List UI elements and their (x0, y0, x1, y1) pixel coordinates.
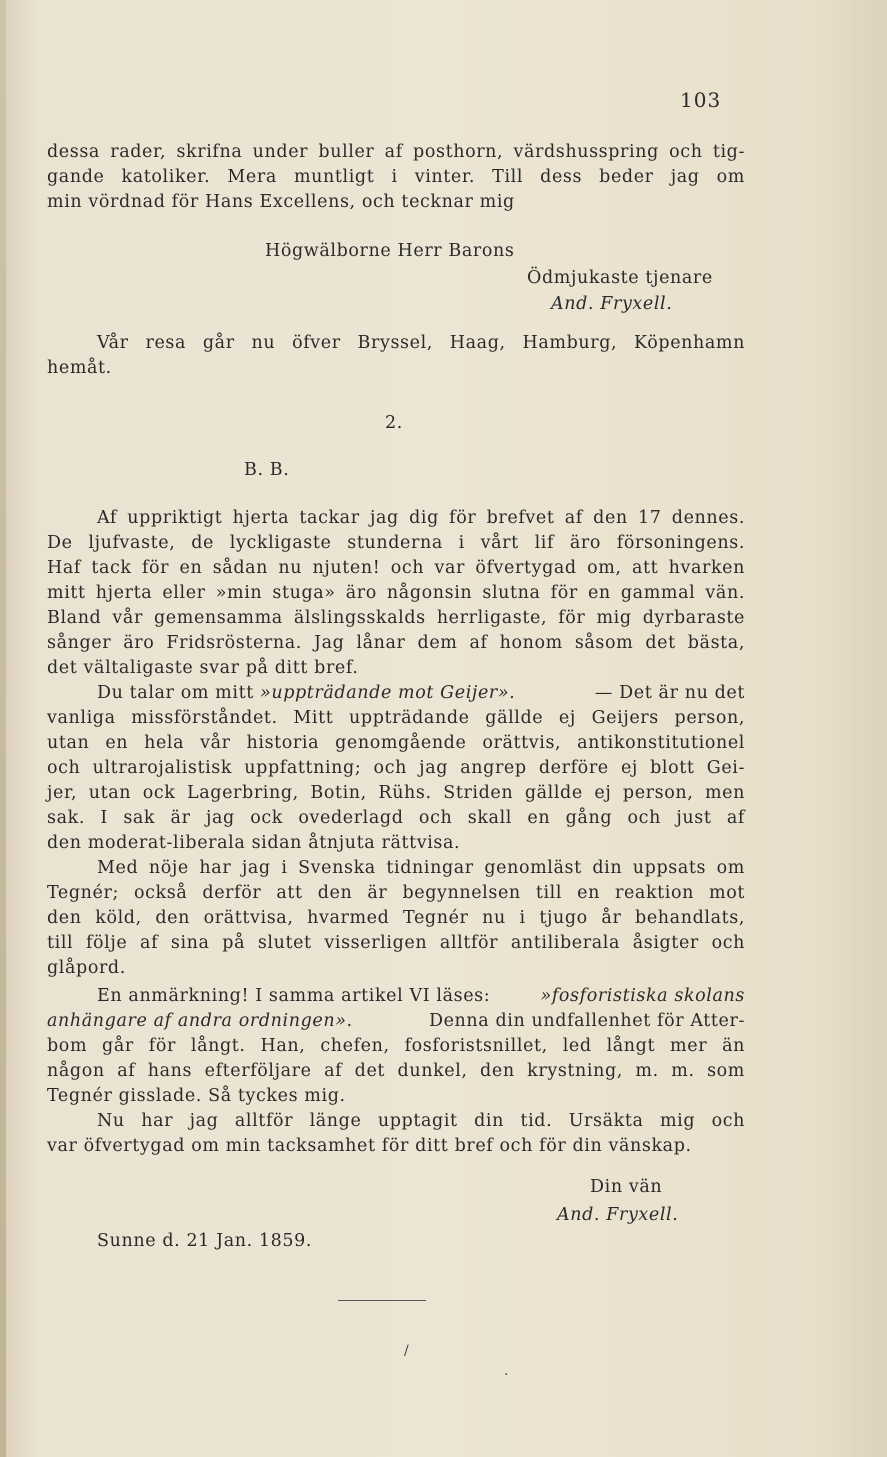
text-line: någon af hans efterföljare af det dunkel, den krystning, m. m. som (47, 1061, 745, 1081)
text-span: Denna din undfallenhet för Atter- (428, 1011, 745, 1031)
postscript-line: hemåt. (47, 358, 112, 378)
text-line: dessa rader, skrifna under buller af posthorn, värdshusspring och tig- (47, 142, 745, 162)
closing: Ödmjukaste tjenare (527, 268, 713, 288)
closing: Din vän (590, 1177, 663, 1197)
divider-rule (338, 1300, 426, 1301)
letter-number: 2. (385, 413, 403, 433)
text-line: sånger äro Fridsrösterna. Jag lånar dem af honom såsom det bästa, (47, 633, 745, 653)
text-span: — Det är nu det (594, 683, 745, 703)
text-span: Du talar om mitt (97, 683, 261, 703)
text-line: Tegnér; också derför att den är begynnelsen till en reaktion mot (47, 883, 745, 903)
text-line: min vördnad för Hans Excellens, och tecknar mig (47, 192, 515, 212)
text-line: gande katoliker. Mera muntligt i vinter. Till dess beder jag om (47, 167, 745, 187)
postscript-line: Vår resa går nu öfver Bryssel, Haag, Hamburg, Köpenhamn (97, 333, 745, 353)
text-line (97, 984, 745, 1008)
text-line: Af uppriktigt hjerta tackar jag dig för brefvet af den 17 dennes. (97, 508, 745, 528)
text-line: jer, utan ock Lagerbring, Botin, Rühs. Striden gällde ej person, men (47, 783, 745, 803)
text-line: den moderat-liberala sidan åtnjuta rättvisa. (47, 833, 461, 853)
italic-span: »fosforistiska skolans (540, 986, 745, 1006)
text-line: den köld, den orättvisa, hvarmed Tegnér nu i tjugo år behandlats, (47, 908, 745, 928)
text-line: vanliga missförståndet. Mitt uppträdande gällde ej Geijers person, (47, 708, 745, 728)
text-line: mitt hjerta eller »min stuga» äro någonsin slutna för en gammal vän. (47, 583, 745, 603)
text-line: Bland vår gemensamma älslingsskalds herrligaste, för mig dyrbaraste (47, 608, 745, 628)
text-line: De ljufvaste, de lyckligaste stunderna i vårt lif äro försoningens. (47, 533, 745, 553)
text-line (47, 1009, 745, 1033)
text-span: En anmärkning! I samma artikel VI läses: (97, 986, 491, 1006)
addressee: B. B. (244, 460, 290, 480)
ink-mark: / (404, 1343, 409, 1359)
text-line: och ultrarojalistisk uppfattning; och jag angrep derföre ej blott Gei- (47, 758, 745, 778)
text-line: bom går för långt. Han, chefen, fosforistsnillet, led långt mer än (47, 1036, 745, 1056)
salutation-close: Högwälborne Herr Barons (265, 241, 515, 261)
text-line: glåpord. (47, 958, 126, 978)
place-date: Sunne d. 21 Jan. 1859. (97, 1231, 313, 1251)
page-number: 103 (680, 88, 722, 112)
text-line: var öfvertygad om min tacksamhet för ditt bref och för din vänskap. (47, 1136, 692, 1156)
text-line: till följe af sina på slutet visserligen alltför antiliberala åsigter och (47, 933, 745, 953)
signature: And. Fryxell. (551, 294, 673, 314)
page-edge (0, 0, 6, 1457)
italic-span: anhängare af andra ordningen». (47, 1011, 353, 1031)
text-line: sak. I sak är jag ock ovederlagd och skall en gång och just af (47, 808, 745, 828)
text-line: Haf tack för en sådan nu njuten! och var öfvertygad om, att hvarken (47, 558, 745, 578)
ink-mark: · (504, 1367, 509, 1383)
text-line (97, 681, 745, 705)
italic-span: »uppträdande mot Geijer». (260, 683, 516, 703)
text-line: det vältaligaste svar på ditt bref. (47, 658, 359, 678)
text-line: Tegnér gisslade. Så tyckes mig. (47, 1086, 346, 1106)
text-line: utan en hela vår historia genomgående orättvis, antikonstitutionel (47, 733, 745, 753)
text-line: Nu har jag alltför länge upptagit din tid. Ursäkta mig och (97, 1111, 745, 1131)
text-line: Med nöje har jag i Svenska tidningar genomläst din uppsats om (97, 858, 745, 878)
signature: And. Fryxell. (557, 1205, 679, 1225)
